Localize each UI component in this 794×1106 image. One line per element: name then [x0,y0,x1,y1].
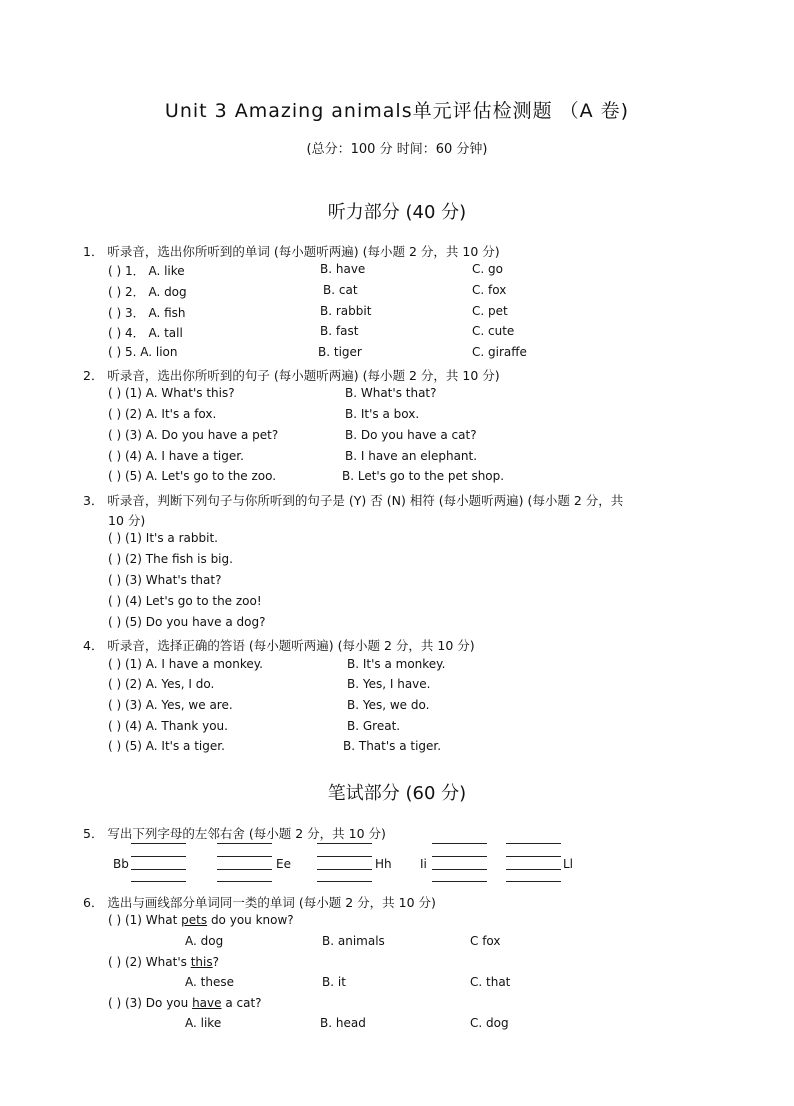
q5-blank[interactable] [317,856,372,857]
q6-item-1-underlined: pets [181,913,208,927]
q3-stem-line2: 10 分) [108,513,146,528]
q4-stem: 4． 听录音，选择正确的答语 (每小题听两遍) (每小题 2 分，共 10 分) [83,638,475,653]
q5-blank[interactable] [317,843,372,844]
page-title: Unit 3 Amazing animals单元评估检测题 （A 卷) [164,100,630,122]
q6-item-3-pre: ( ) (3) Do you [108,996,193,1010]
q2-item-5-b: B. Let's go to the pet shop. [342,469,505,483]
q5-blank[interactable] [432,856,487,857]
q5-blank[interactable] [317,881,372,882]
q3-item-3: ( ) (3) What's that? [108,573,222,587]
q1-item-4-b: B. fast [320,324,359,338]
q4-item-2-a: ( ) (2) A. Yes, I do. [108,677,215,691]
q3-item-5: ( ) (5) Do you have a dog? [108,615,266,629]
section-writing-heading: 笔试部分 (60 分) [327,783,467,804]
q6-item-1-sentence [108,913,294,927]
q3-stem-line1: 3． 听录音，判断下列句子与你所听到的句子是 (Y) 否 (N) 相符 (每小题听两遍) (每小题 2 分，共 [83,493,624,508]
q4-item-5-b: B. That's a tiger. [343,739,442,753]
q1-item-3-b: B. rabbit [320,304,372,318]
q1-item-5-c: C. giraffe [472,345,527,359]
q5-letter-hh: Hh [375,857,392,871]
q4-item-1-a: ( ) (1) A. I have a monkey. [108,657,263,671]
q6-item-1-post: do you know? [207,913,294,927]
page-subtitle: (总分：100 分 时间：60 分钟) [306,142,488,157]
q4-item-2-b: B. Yes, I have. [347,677,431,691]
q2-item-5-a: ( ) (5) A. Let's go to the zoo. [108,469,277,483]
q5-blank[interactable] [317,869,372,870]
q4-item-5-a: ( ) (5) A. It's a tiger. [108,739,225,753]
q6-stem: 6． 选出与画线部分单词同一类的单词 (每小题 2 分，共 10 分) [83,895,436,910]
q5-blank[interactable] [432,843,487,844]
q6-item-2-pre: ( ) (2) What's [108,955,191,969]
q2-item-2-a: ( ) (2) A. It's a fox. [108,407,217,421]
q6-item-1-c: C fox [470,934,501,948]
q1-item-2-b: B. cat [323,283,358,297]
q2-item-4-b: B. I have an elephant. [345,449,478,463]
q5-blank[interactable] [217,856,272,857]
q6-item-3-c: C. dog [470,1016,509,1030]
q1-item-1-b: B. have [320,262,366,276]
q6-item-2-post: ? [212,955,219,969]
q3-item-2: ( ) (2) The fish is big. [108,552,233,566]
q1-item-1-c: C. go [472,262,503,276]
q5-letter-bb: Bb [113,857,129,871]
q1-item-2-a: ( ) 2． A. dog [108,285,187,299]
q1-item-5-b: B. tiger [318,345,362,359]
q1-item-4-a: ( ) 4． A. tall [108,326,183,340]
q5-blank[interactable] [217,881,272,882]
q6-item-3-underlined: have [192,996,222,1010]
q6-item-2-c: C. that [470,975,511,989]
q6-item-2-underlined: this [190,955,213,969]
section-listening-heading: 听力部分 (40 分) [327,202,467,223]
q5-blank[interactable] [131,869,186,870]
q5-blank[interactable] [131,843,186,844]
q5-letter-ii: Ii [420,857,427,871]
q1-item-5-a: ( ) 5. A. lion [108,345,178,359]
q6-item-1-b: B. animals [322,934,385,948]
q1-item-3-c: C. pet [472,304,508,318]
q6-item-2-sentence [108,955,219,969]
q5-letter-ll: Ll [563,857,574,871]
q2-item-3-a: ( ) (3) A. Do you have a pet? [108,428,279,442]
q5-blank[interactable] [506,856,561,857]
q1-item-1-a: ( ) 1． A. like [108,264,185,278]
q6-item-2-a: A. these [185,975,234,989]
q5-letter-ee: Ee [276,857,291,871]
q5-blank[interactable] [506,881,561,882]
q6-item-1-pre: ( ) (1) What [108,913,182,927]
q2-stem: 2． 听录音，选出你所听到的句子 (每小题听两遍) (每小题 2 分，共 10 分) [83,368,500,383]
q1-item-4-c: C. cute [472,324,515,338]
q5-blank[interactable] [217,843,272,844]
q1-item-2-c: C. fox [472,283,507,297]
q5-blank[interactable] [131,881,186,882]
q4-item-4-b: B. Great. [347,719,401,733]
q4-item-1-b: B. It's a monkey. [347,657,446,671]
q3-item-4: ( ) (4) Let's go to the zoo! [108,594,262,608]
q5-blank[interactable] [506,843,561,844]
q4-item-3-b: B. Yes, we do. [347,698,430,712]
q1-item-3-a: ( ) 3． A. fish [108,306,186,320]
q6-item-3-post: a cat? [221,996,262,1010]
q5-blank[interactable] [217,869,272,870]
q5-stem: 5． 写出下列字母的左邻右舍 (每小题 2 分，共 10 分) [83,826,386,841]
q4-item-3-a: ( ) (3) A. Yes, we are. [108,698,233,712]
q2-item-1-b: B. What's that? [345,386,437,400]
q2-item-3-b: B. Do you have a cat? [345,428,477,442]
q5-blank[interactable] [432,869,487,870]
q2-item-1-a: ( ) (1) A. What's this? [108,386,235,400]
q1-stem: 1． 听录音，选出你所听到的单词 (每小题听两遍) (每小题 2 分，共 10 分) [83,244,500,259]
q5-blank[interactable] [506,869,561,870]
q5-blank[interactable] [131,856,186,857]
q2-item-2-b: B. It's a box. [345,407,420,421]
q3-item-1: ( ) (1) It's a rabbit. [108,531,218,545]
q2-item-4-a: ( ) (4) A. I have a tiger. [108,449,244,463]
q5-blank[interactable] [432,881,487,882]
q6-item-1-a: A. dog [185,934,224,948]
q6-item-3-sentence [108,996,262,1010]
q6-item-3-a: A. like [185,1016,222,1030]
q6-item-3-b: B. head [320,1016,366,1030]
q6-item-2-b: B. it [322,975,346,989]
q4-item-4-a: ( ) (4) A. Thank you. [108,719,228,733]
